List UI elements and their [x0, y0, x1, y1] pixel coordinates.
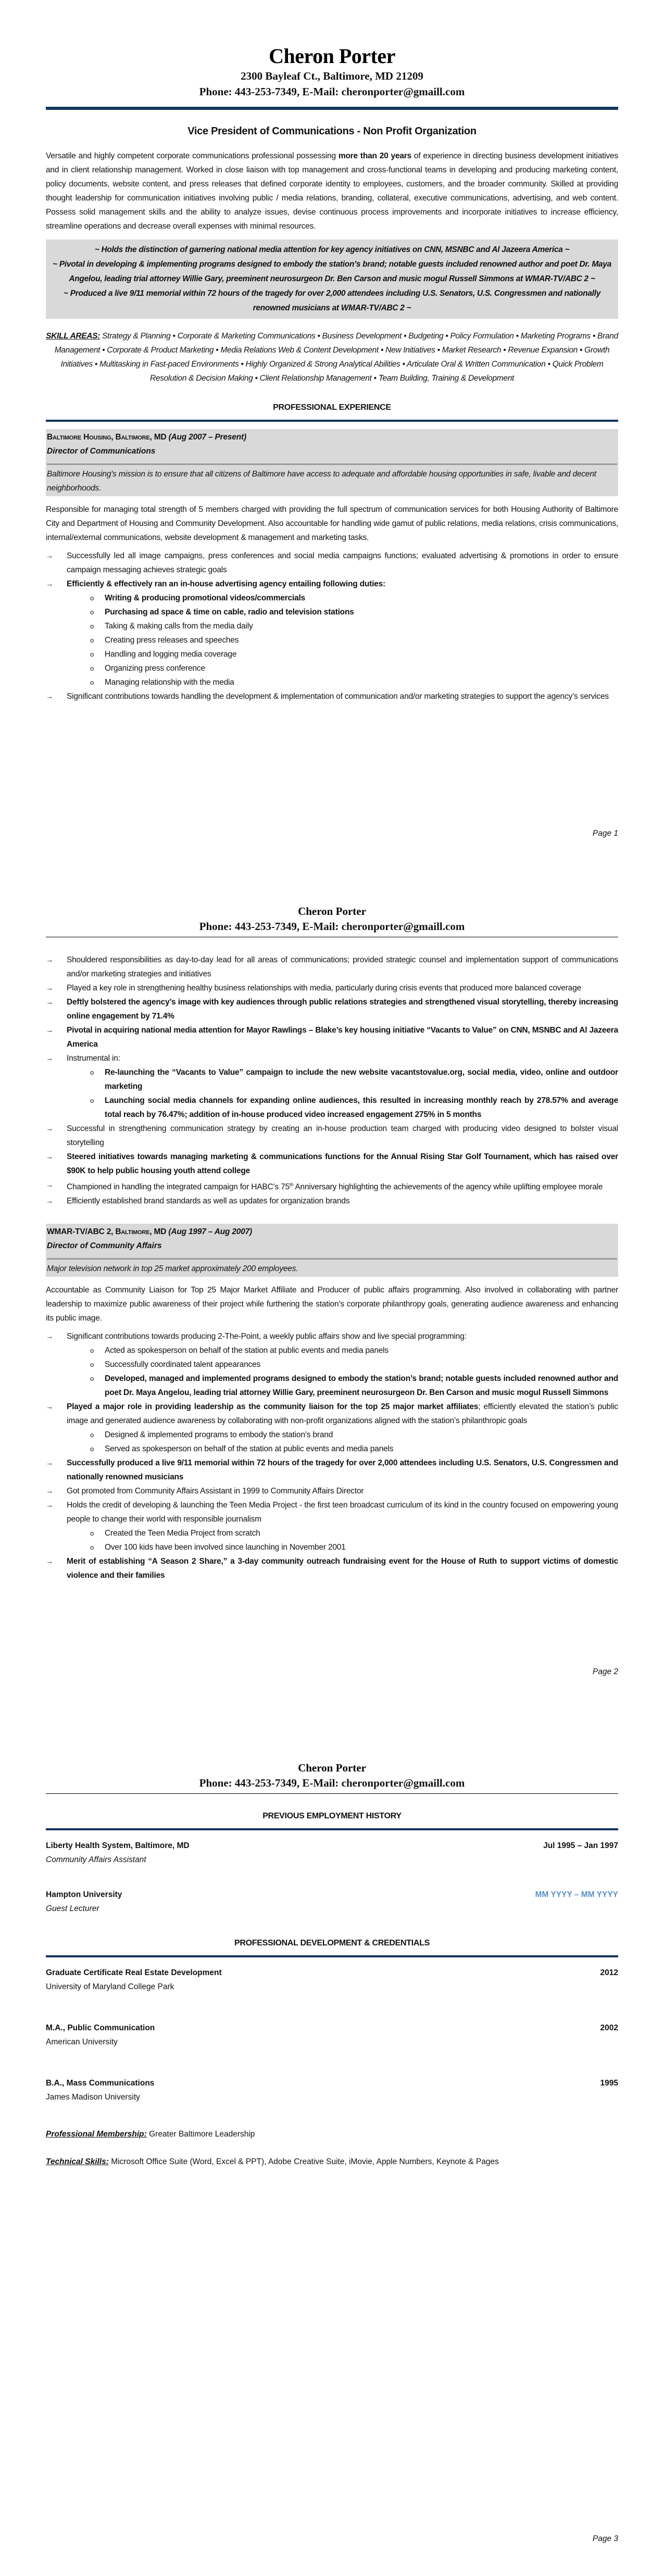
sub-bullet-item: [67, 1540, 618, 1554]
skill-areas: [46, 329, 618, 385]
sub-bullet-text: Designed & implemented programs to embody the station’s brand: [105, 1430, 333, 1440]
circle-bullet-icon: o: [90, 1431, 94, 1439]
sub-bullet-item: [67, 633, 618, 647]
degree: B.A., Mass Communications: [46, 2079, 155, 2088]
sub-bullet-item: [67, 1065, 618, 1094]
bullet-text: Pivotal in acquiring national media attention for Mayor Rawlings – Blake’s key housing initiative “Vacants to Value” on CNN, MSNBC and Al Jazeera America: [67, 1026, 618, 1049]
sub-bullet-item: [67, 1358, 618, 1372]
summary-text: Versatile and highly competent corporate communications professional possessing: [46, 152, 339, 160]
circle-bullet-icon: o: [90, 664, 94, 672]
bullet-item: [46, 1498, 618, 1554]
arrow-bullet-icon: →: [46, 1501, 53, 1510]
section-title-experience: PROFESSIONAL EXPERIENCE: [273, 403, 391, 412]
sub-bullet-list: [67, 1428, 618, 1456]
sub-bullet-item: [67, 605, 618, 619]
bullet-text: Significant contributions towards producing 2-The-Point, a weekly public affairs show and live special programming:: [67, 1332, 467, 1341]
highlight-item: ~ Produced a live 9/11 memorial within 72 hours of the tragedy for over 2,000 attendees including U.S. Senators, U.S. Congressmen and nationally renowned musicians at WMAR-TV/ABC 2 ~: [63, 289, 601, 312]
highlight-item: ~ Holds the distinction of garnering national media attention for key agency initiatives on CNN, MSNBC and Al Jazeera America ~: [94, 245, 570, 254]
membership-label: Professional Membership:: [46, 2130, 147, 2139]
circle-bullet-icon: o: [90, 1361, 94, 1369]
summary-highlight: more than 20 years: [338, 152, 411, 160]
bullet-text: Successfully produced a live 9/11 memorial within 72 hours of the tragedy for over 2,000 attendees including U.S. Senators, U.S. Congressmen and nationally renowned musicians: [67, 1459, 618, 1482]
bullet-item: [46, 1329, 618, 1400]
sub-bullet-item: [67, 1372, 618, 1400]
employment-entry: [46, 1839, 618, 1867]
bullet-item: [46, 1456, 618, 1484]
bullet-text: Efficiently & effectively ran an in-house advertising agency entailing following duties:: [67, 580, 385, 588]
bullet-list: [46, 953, 618, 1208]
bullet-text: Deftly bolstered the agency’s image with key audiences through public relations strategies and strengthened visual storytelling, thereby increasing online engagement by 71.4%: [67, 998, 618, 1021]
job-company: [47, 430, 617, 444]
sub-bullet-list: [67, 1343, 618, 1400]
sub-bullet-text: Created the Teen Media Project from scratch: [105, 1529, 260, 1538]
bullet-item: [46, 1150, 618, 1178]
resume-page-1: [0, 0, 664, 859]
sub-bullet-text: Successfully coordinated talent appearances: [105, 1360, 261, 1369]
arrow-bullet-icon: →: [46, 692, 53, 700]
circle-bullet-icon: o: [90, 594, 94, 602]
job-summary: Responsible for managing total strength of 5 members charged with providing the full spectrum of communication services for both Housing Authority of Baltimore City and Department of Housing and Community Development. Also accountable for handling wide gamut of public relations, media relations, crisis communications, internal/external communications, website development & management and marketing tasks.: [46, 505, 618, 542]
page-number: Page 3: [592, 2534, 618, 2543]
bullet-item: [46, 1051, 618, 1122]
employment-position: Guest Lecturer: [46, 1904, 99, 1913]
school: American University: [46, 2038, 118, 2046]
company-mission: Baltimore Housing's mission is to ensure that all citizens of Baltimore have access to adequate and affordable housing opportunities in safe, livable and decent neighborhoods.: [47, 470, 596, 493]
credential-entry: [46, 1966, 618, 1994]
contact-line: Phone: 443-253-7349, E-Mail: cheronporter@gmaill.com: [199, 85, 465, 98]
employment-dates: MM YYYY – MM YYYY: [535, 1890, 618, 1899]
sub-bullet-item: [67, 647, 618, 661]
bullet-text: Steered initiatives towards managing marketing & communications functions for the Annual Rising Star Golf Tournament, which has raised over $90K to help public housing youth attend college: [67, 1152, 618, 1175]
bullet-item: [46, 1554, 618, 1582]
sub-bullet-item: [67, 619, 618, 633]
bullet-text: Played a key role in strengthening healthy business relationships with media, particularly during crisis events that produced more balanced coverage: [67, 984, 581, 992]
job-header-wmar: [46, 1224, 618, 1277]
bullet-item: [46, 1178, 618, 1194]
page-number: Page 2: [592, 1667, 618, 1676]
arrow-bullet-icon: →: [46, 1124, 53, 1133]
header-divider: [46, 107, 618, 110]
credential-entry: [46, 2021, 618, 2049]
bullet-item: [46, 1484, 618, 1498]
contact-line: Phone: 443-253-7349, E-Mail: cheronporter@gmaill.com: [199, 920, 465, 933]
section-title-credentials: PROFESSIONAL DEVELOPMENT & CREDENTIALS: [234, 1939, 430, 1947]
resume-page-2: [0, 859, 664, 1718]
arrow-bullet-icon: →: [46, 1557, 53, 1566]
bullet-text: Championed in handling the integrated campaign for HABC’s 75th Anniversary highlighting the achievements of the agency while uplifting employee morale: [67, 1182, 603, 1192]
sub-bullet-item: [67, 1442, 618, 1456]
bullet-text: Holds the credit of developing & launching the Teen Media Project - the first teen broadcast curriculum of its kind in the country focused on empowering young people to change their world with responsible journalism: [67, 1501, 618, 1524]
bullet-item: [46, 1194, 618, 1208]
job-role: Director of Communications: [47, 447, 156, 456]
sub-bullet-list: [67, 1065, 618, 1122]
bullet-text: Got promoted from Community Affairs Assistant in 1999 to Community Affairs Director: [67, 1487, 364, 1496]
section-divider: [46, 420, 618, 422]
employer-name: Hampton University: [46, 1890, 122, 1899]
arrow-bullet-icon: →: [46, 1180, 53, 1189]
company-name: WMAR-TV/ABC 2, Baltimore, MD: [47, 1227, 167, 1237]
sub-bullet-list: [67, 1526, 618, 1554]
arrow-bullet-icon: →: [46, 998, 53, 1006]
job-dates: (Aug 2007 – Present): [168, 433, 246, 442]
sub-bullet-text: Over 100 kids have been involved since launching in November 2001: [105, 1543, 346, 1552]
degree-year: 2002: [600, 2024, 618, 2032]
arrow-bullet-icon: →: [46, 1152, 53, 1161]
professional-summary: [46, 149, 618, 233]
arrow-bullet-icon: →: [46, 1332, 53, 1341]
job-role: Director of Community Affairs: [47, 1241, 162, 1251]
sub-bullet-text: Served as spokesperson on behalf of the station at public events and media panels: [105, 1444, 394, 1454]
bullet-text: Merit of establishing “A Season 2 Share,” a 3-day community outreach fundraising event for the House of Ruth to support victims of domestic violence and their families: [67, 1557, 618, 1580]
circle-bullet-icon: o: [90, 1347, 94, 1355]
membership-value: Greater Baltimore Leadership: [146, 2130, 255, 2139]
skill-areas-list: Strategy & Planning • Corporate & Marketing Communications • Business Development • Budgeting • Policy Formulation • Marketing Programs • Brand Management • Corporate & Product Marketing • Media Relations Web & Content Development • New Initiatives • Market Research • Revenue Expansion • Growth Initiatives • Multitasking in Fast-paced Environments • Highly Organized & Strong Analytical Abilities • Articulate Oral & Written Communication • Quick Problem Resolution & Decision Making • Client Relationship Management • Team Building, Training & Development: [54, 332, 618, 383]
degree-year: 2012: [600, 1968, 618, 1977]
circle-bullet-icon: o: [90, 1375, 94, 1383]
candidate-name: Cheron Porter: [298, 905, 366, 918]
sub-bullet-text: Launching social media channels for expanding online audiences, this resulted in increasing monthly reach by 278.57% and average total reach by 76.47%; addition of in-house produced video increased engagement 275% in 5 months: [105, 1096, 618, 1119]
arrow-bullet-icon: →: [46, 1054, 53, 1062]
bullet-item: [46, 981, 618, 995]
arrow-bullet-icon: →: [46, 1026, 53, 1034]
sub-bullet-text: Managing relationship with the media: [105, 678, 234, 687]
technical-skills: [46, 2155, 618, 2169]
sub-bullet-item: [67, 1526, 618, 1540]
professional-membership: [46, 2127, 618, 2141]
skill-areas-label: SKILL AREAS:: [46, 332, 101, 341]
employer-name: Liberty Health System, Baltimore, MD: [46, 1841, 190, 1850]
circle-bullet-icon: o: [90, 1543, 94, 1552]
bullet-text: Successfully led all image campaigns, press conferences and social media campaigns functions; evaluated advertising & promotions in order to ensure campaign messaging achieves strategic goals: [67, 551, 618, 574]
circle-bullet-icon: o: [90, 1097, 94, 1104]
sub-bullet-item: [67, 1428, 618, 1442]
candidate-name: Cheron Porter: [298, 1762, 366, 1774]
school: University of Maryland College Park: [46, 1982, 174, 1991]
bullet-text-bold: Played a major role in providing leadership as the community liaison for the top 25 major market affiliates: [67, 1402, 479, 1412]
section-divider: [46, 1955, 618, 1957]
credential-entry: [46, 2076, 618, 2104]
sub-bullet-text: Purchasing ad space & time on cable, radio and television stations: [105, 608, 354, 617]
page-number: Page 1: [592, 829, 618, 838]
arrow-bullet-icon: →: [46, 1459, 53, 1467]
circle-bullet-icon: o: [90, 1529, 94, 1538]
job-dates: (Aug 1997 – Aug 2007): [168, 1227, 252, 1237]
target-title: Vice President of Communications - Non Profit Organization: [187, 125, 477, 137]
section-divider: [46, 1828, 618, 1830]
arrow-bullet-icon: →: [46, 551, 53, 560]
sub-bullet-item: [67, 675, 618, 689]
section-title-previous-employment: PREVIOUS EMPLOYMENT HISTORY: [262, 1812, 402, 1820]
arrow-bullet-icon: →: [46, 1197, 53, 1205]
job-company: [47, 1225, 617, 1239]
technical-skills-value: Microsoft Office Suite (Word, Excel & PPT), Adobe Creative Suite, iMovie, Apple Numbers, Keynote & Pages: [108, 2157, 499, 2166]
sub-bullet-item: [67, 591, 618, 605]
circle-bullet-icon: o: [90, 608, 94, 616]
technical-skills-label: Technical Skills:: [46, 2157, 109, 2166]
resume-page-3: [0, 1718, 664, 2576]
bullet-text: Efficiently established brand standards as well as updates for organization brands: [67, 1197, 350, 1206]
sub-bullet-text: Creating press releases and speeches: [105, 636, 239, 645]
arrow-bullet-icon: →: [46, 1402, 53, 1411]
address: 2300 Bayleaf Ct., Baltimore, MD 21209: [241, 70, 423, 82]
employment-position: Community Affairs Assistant: [46, 1855, 146, 1864]
sub-bullet-text: Developed, managed and implemented programs designed to embody the station’s brand; notable guests included renowned author and poet Dr. Maya Angelou, leading trial attorney Willie Gary, preeminent neurosurgeon Dr. Ben Carson and music mogul Russell Simmons: [105, 1374, 618, 1398]
arrow-bullet-icon: →: [46, 984, 53, 992]
circle-bullet-icon: o: [90, 1069, 94, 1076]
bullet-item: [46, 1023, 618, 1051]
summary-text-cont: of experience in directing business development initiatives and in client relationship management. Worked in close liaison with top management and cross-functional teams in developing and producing marketing content, policy documents, website content, and press releases that defined corporate identity to employees, customers, and the broader community. Skilled at providing thought leadership for communication initiatives involving public / media relations, branding, collateral, executive communications, advertising, and web content. Possess solid management skills and the ability to analyze issues, devise continuous process improvements and incorporate initiatives to increase efficiency, streamline operations and decrease overall expenses with minimal resources.: [46, 152, 618, 231]
highlight-item: ~ Pivotal in developing & implementing programs designed to embody the station’s brand; notable guests included renowned author and poet Dr. Maya Angelou, leading trial attorney Willie Gary, preeminent neurosurgeon Dr. Ben Carson and music mogul Russell Simmons at WMAR-TV/ABC 2 ~: [53, 260, 611, 283]
candidate-name: Cheron Porter: [269, 44, 395, 68]
sub-bullet-text: Re-launching the “Vacants to Value” campaign to include the new website vacantstovalue.org, social media, video, online and outdoor marketing: [105, 1068, 618, 1091]
sub-bullet-text: Taking & making calls from the media daily: [105, 622, 253, 631]
bullet-item: [46, 1400, 618, 1456]
circle-bullet-icon: o: [90, 636, 94, 644]
company-mission: Major television network in top 25 market approximately 200 employees.: [47, 1264, 298, 1274]
bullet-text: Significant contributions towards handling the development & implementation of communication and/or marketing strategies to support the agency’s services: [67, 692, 609, 701]
circle-bullet-icon: o: [90, 650, 94, 658]
arrow-bullet-icon: →: [46, 956, 53, 964]
bullet-item: [46, 953, 618, 981]
degree: Graduate Certificate Real Estate Development: [46, 1968, 222, 1977]
arrow-bullet-icon: →: [46, 580, 53, 588]
job-header-baltimore-housing: [46, 429, 618, 496]
school: James Madison University: [46, 2093, 140, 2102]
job-summary: Accountable as Community Liaison for Top 25 Major Market Affiliate and Producer of public affairs programming. Also involved in collaborating with partner leadership to maximize public awareness of their project while furthering the station’s corporate philanthropy goals, generating audience awareness and enhancing its public image.: [46, 1286, 618, 1323]
sub-bullet-text: Handling and logging media coverage: [105, 650, 237, 659]
sub-bullet-text: Acted as spokesperson on behalf of the station at public events and media panels: [105, 1346, 389, 1355]
employment-dates: Jul 1995 – Jan 1997: [543, 1841, 618, 1850]
ordinal-suffix: th: [290, 1182, 294, 1187]
arrow-bullet-icon: →: [46, 1487, 53, 1496]
circle-bullet-icon: o: [90, 622, 94, 630]
bullet-item: [46, 689, 618, 703]
header-divider: [46, 1793, 618, 1794]
degree-year: 1995: [600, 2079, 618, 2088]
contact-line: Phone: 443-253-7349, E-Mail: cheronporter@gmaill.com: [199, 1777, 465, 1789]
bullet-list: [46, 1329, 618, 1582]
bullet-item: [46, 995, 618, 1023]
bullet-text: Instrumental in:: [67, 1054, 120, 1063]
sub-bullet-item: [67, 661, 618, 675]
sub-bullet-text: Organizing press conference: [105, 664, 205, 673]
circle-bullet-icon: o: [90, 1445, 94, 1453]
degree: M.A., Public Communication: [46, 2024, 155, 2032]
bullet-text: Shouldered responsibilities as day-to-day lead for all areas of communications; provided strategic counsel and implementation support of communications and/or marketing strategies and initiatives: [67, 956, 618, 978]
circle-bullet-icon: o: [90, 678, 94, 686]
employment-entry: [46, 1888, 618, 1916]
sub-bullet-list: [67, 591, 618, 689]
sub-bullet-text: Writing & producing promotional videos/commercials: [105, 594, 306, 602]
bullet-item: [46, 577, 618, 689]
highlights-banner: [46, 240, 618, 319]
bullet-item: [46, 549, 618, 577]
sub-bullet-item: [67, 1094, 618, 1122]
sub-bullet-item: [67, 1343, 618, 1358]
bullet-text: Played a major role in providing leadership as the community liaison for the top 25 major market affiliates; efficiently elevated the station’s public image and generated audience awareness by collaborating with non-profit organizations aligned with the station’s philanthropic goals: [67, 1402, 618, 1426]
bullet-item: [46, 1122, 618, 1150]
company-name: Baltimore Housing, Baltimore, MD: [47, 433, 167, 442]
bullet-list: [46, 549, 618, 703]
bullet-text: Successful in strengthening communication strategy by creating an in-house production team charged with producing video designed to bolster visual storytelling: [67, 1124, 618, 1147]
